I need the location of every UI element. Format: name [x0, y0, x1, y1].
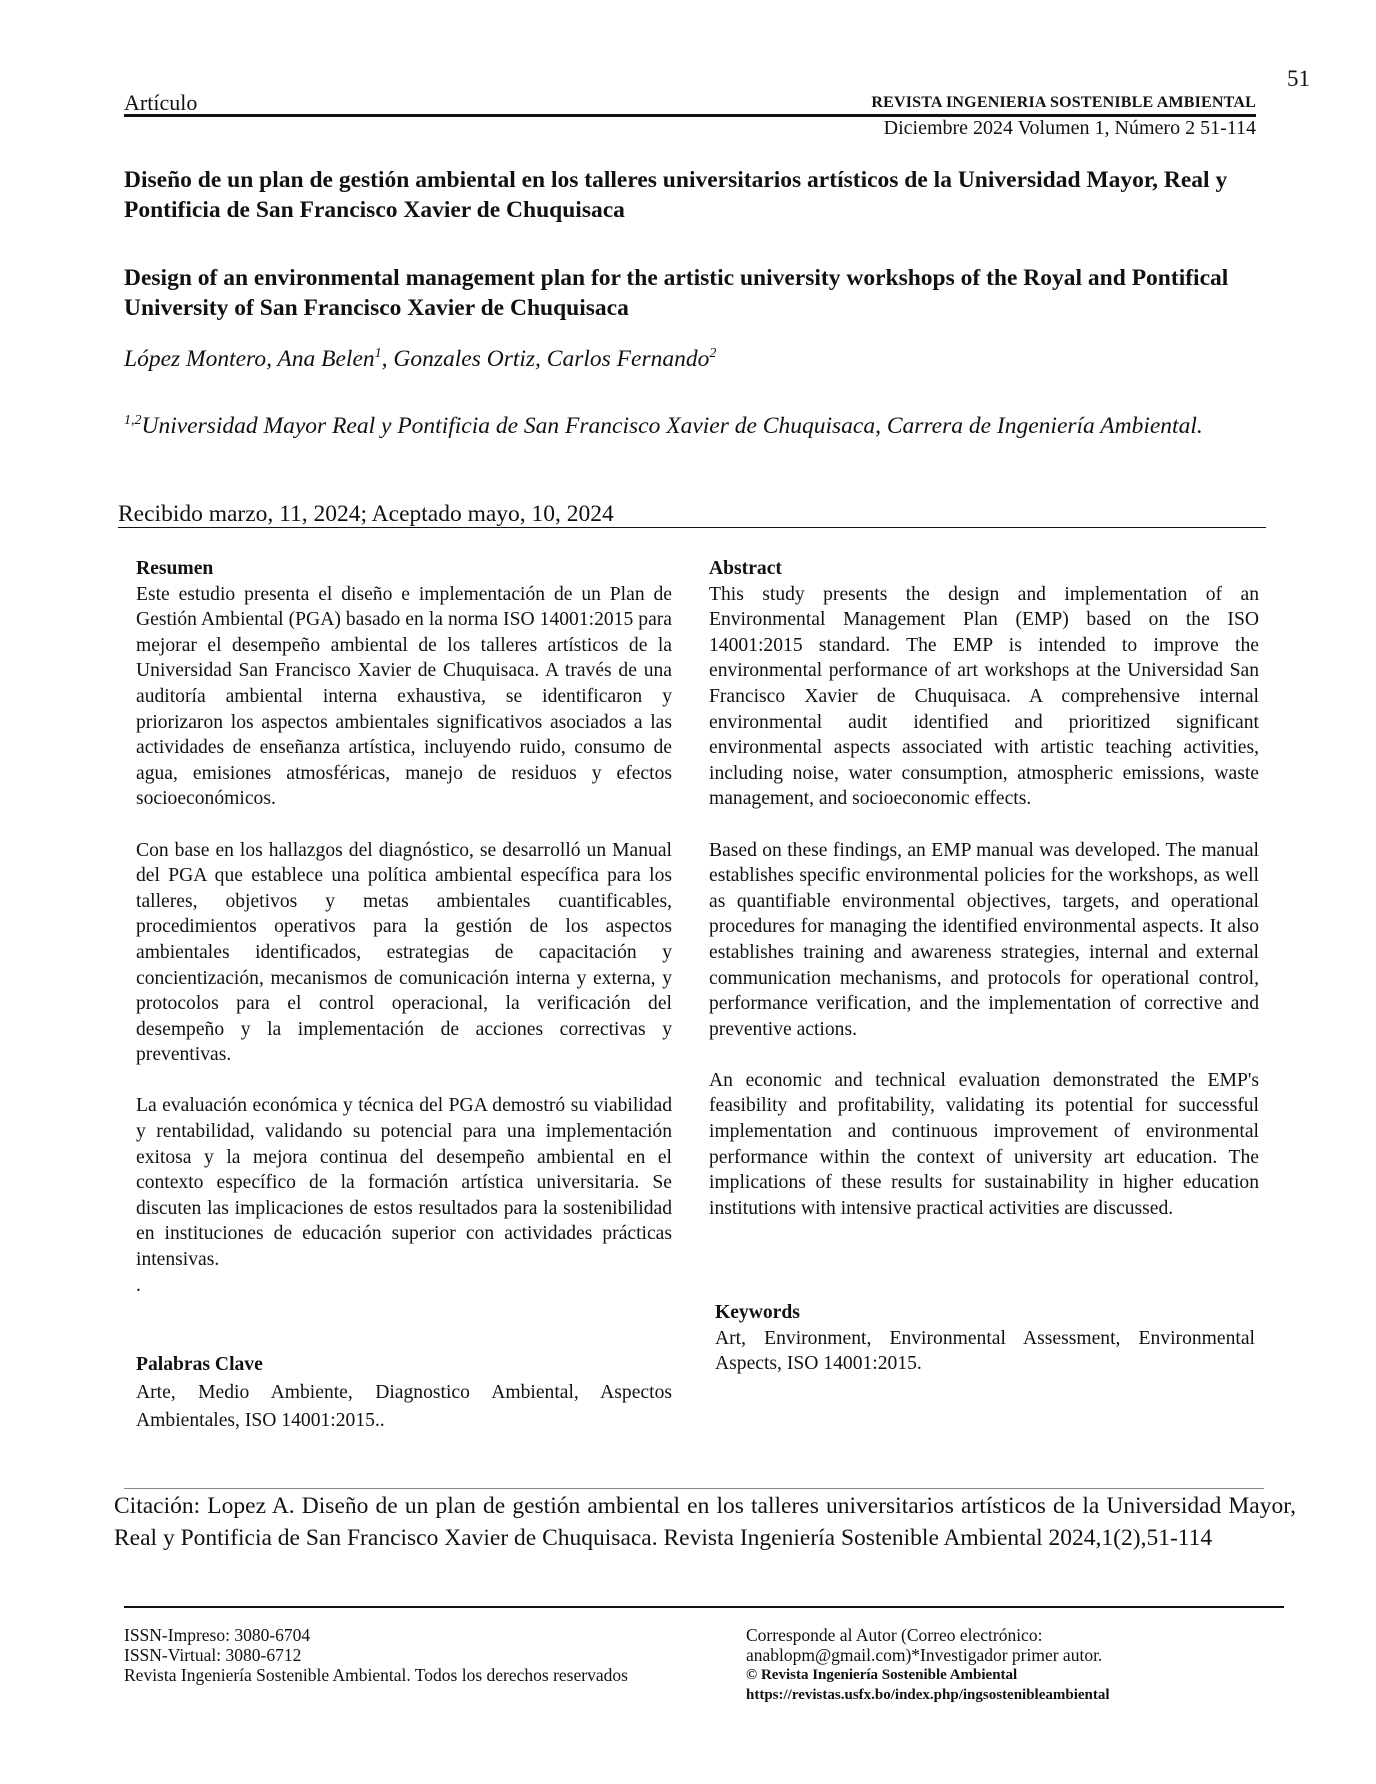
affiliation-text: Universidad Mayor Real y Pontificia de San Francisco Xavier de Chuquisaca, Carrera de Ingeniería Ambiental.	[141, 412, 1203, 439]
palabras-clave-text: Arte, Medio Ambiente, Diagnostico Ambiental, Aspectos Ambientales, ISO 14001:2015..	[136, 1382, 672, 1431]
resumen-stray-dot: .	[136, 1274, 141, 1296]
copyright: © Revista Ingeniería Sostenible Ambiental	[746, 1667, 1018, 1683]
author-2-affil: 2	[709, 346, 717, 362]
received-accepted-dates: Recibido marzo, 11, 2024; Aceptado mayo, 10, 2024	[118, 501, 614, 527]
abstract-paragraph-1: This study presents the design and implementation of an Environmental Management Plan (EMP) based on the ISO 14001:2015 standard. The EMP is intended to improve the environmental performance of art workshops at the Universidad San Francisco Xavier de Chuquisaca. A comprehensive internal environmental audit identified and prioritized significant environmental aspects associated with artistic teaching activities, including noise, water consumption, atmospheric emissions, waste management, and socioeconomic effects.	[709, 583, 1259, 810]
footer-rule	[124, 1606, 1284, 1608]
resumen-column	[136, 556, 672, 1298]
title-english: Design of an environmental management plan for the artistic university workshops of the Royal and Pontifical University of San Francisco Xavier de Chuquisaca	[124, 265, 1229, 321]
title-spanish: Diseño de un plan de gestión ambiental en los talleres universitarios artísticos de la Universidad Mayor, Real y Pontificia de San Francisco Xavier de Chuquisaca	[124, 167, 1228, 223]
affiliation	[124, 405, 1264, 442]
keywords-block	[715, 1300, 1255, 1377]
abstract-column	[709, 556, 1259, 1221]
author-separator: ,	[381, 346, 394, 372]
correspondence-prefix: Corresponde al Autor (Correo electrónico:	[746, 1625, 1043, 1645]
palabras-clave-heading: Palabras Clave	[136, 1354, 263, 1375]
abstract-heading: Abstract	[709, 558, 782, 579]
keywords-heading: Keywords	[715, 1302, 800, 1323]
citation: Citación: Lopez A. Diseño de un plan de gestión ambiental en los talleres universitarios artísticos de la Universidad Mayor, Real y Pontificia de San Francisco Xavier de Chuquisaca. Revista Ingeniería Sostenible Ambiental 2024,1(2),51-114	[114, 1493, 1296, 1551]
resumen-paragraph-3: La evaluación económica y técnica del PGA demostró su viabilidad y rentabilidad, validando su potencial para una implementación exitosa y la mejora continua del desempeño ambiental en el contexto específico de la formación artística universitaria. Se discuten las implicaciones de estos resultados para la sostenibilidad en instituciones de educación superior con actividades prácticas intensivas.	[136, 1095, 672, 1271]
footer-left	[124, 1625, 644, 1685]
dates-rule	[118, 527, 1266, 528]
journal-name: REVISTA INGENIERIA SOSTENIBLE AMBIENTAL	[871, 94, 1256, 111]
article-type-label: Artículo	[124, 90, 198, 115]
author-2: Gonzales Ortiz, Carlos Fernando	[393, 346, 710, 372]
authors	[124, 346, 716, 373]
resumen-heading: Resumen	[136, 558, 214, 579]
palabras-clave-block	[136, 1351, 672, 1435]
journal-url[interactable]: https://revistas.usfx.bo/index.php/ingsostenibleambiental	[746, 1687, 1110, 1703]
footer-right	[746, 1625, 1306, 1705]
resumen-paragraph-1: Este estudio presenta el diseño e implementación de un Plan de Gestión Ambiental (PGA) basado en la norma ISO 14001:2015 para mejorar el desempeño ambiental de los talleres artísticos de la Universidad San Francisco Xavier de Chuquisaca. A través de una auditoría ambiental interna exhaustiva, se identificaron y priorizaron los aspectos ambientales significativos asociados a las actividades de enseñanza artística, incluyendo ruido, consumo de agua, emisiones atmosféricas, manejo de residuos y efectos socioeconómicos.	[136, 583, 672, 810]
correspondence	[746, 1625, 1306, 1665]
keywords-text: Art, Environment, Environmental Assessment, Environmental Aspects, ISO 14001:2015.	[715, 1327, 1255, 1375]
resumen-paragraph-2: Con base en los hallazgos del diagnóstico, se desarrolló un Manual del PGA que establece una política ambiental específica para los talleres, objetivos y metas ambientales cuantificables, procedimientos operativos para la gestión de los aspectos ambientales identificados, estrategias de capacitación y concientización, mecanismos de comunicación interna y externa, y protocolos para el control operacional, la verificación del desempeño y la implementación de acciones correctivas y preventivas.	[136, 839, 672, 1066]
author-1-affil: 1	[374, 346, 382, 362]
abstract-paragraph-2: Based on these findings, an EMP manual was developed. The manual establishes specific environmental policies for the workshops, as well as quantifiable environmental objectives, targets, and operational procedures for managing the identified environmental aspects. It also establishes training and awareness strategies, internal and external communication mechanisms, and protocols for operational control, performance verification, and the implementation of corrective and preventive actions.	[709, 839, 1259, 1040]
issn-virtual: ISSN-Virtual: 3080-6712	[124, 1645, 302, 1665]
correspondence-email[interactable]: anablopm@gmail.com	[746, 1645, 906, 1665]
affiliation-marker: 1,2	[124, 413, 142, 428]
correspondence-suffix: )*Investigador primer autor.	[905, 1645, 1103, 1665]
rights-notice: Revista Ingeniería Sostenible Ambiental. Todos los derechos reservados	[124, 1665, 628, 1685]
citation-rule	[124, 1488, 1264, 1489]
author-1: López Montero, Ana Belen	[124, 346, 375, 372]
issn-print: ISSN-Impreso: 3080-6704	[124, 1625, 311, 1645]
page-number: 51	[1287, 66, 1310, 91]
abstract-paragraph-3: An economic and technical evaluation demonstrated the EMP's feasibility and profitability, validating its potential for successful implementation and continuous improvement of environmental performance within the context of university art education. The implications of these results for sustainability in higher education institutions with intensive practical activities are discussed.	[709, 1069, 1259, 1219]
issue-info: Diciembre 2024 Volumen 1, Número 2 51-114	[883, 117, 1256, 139]
